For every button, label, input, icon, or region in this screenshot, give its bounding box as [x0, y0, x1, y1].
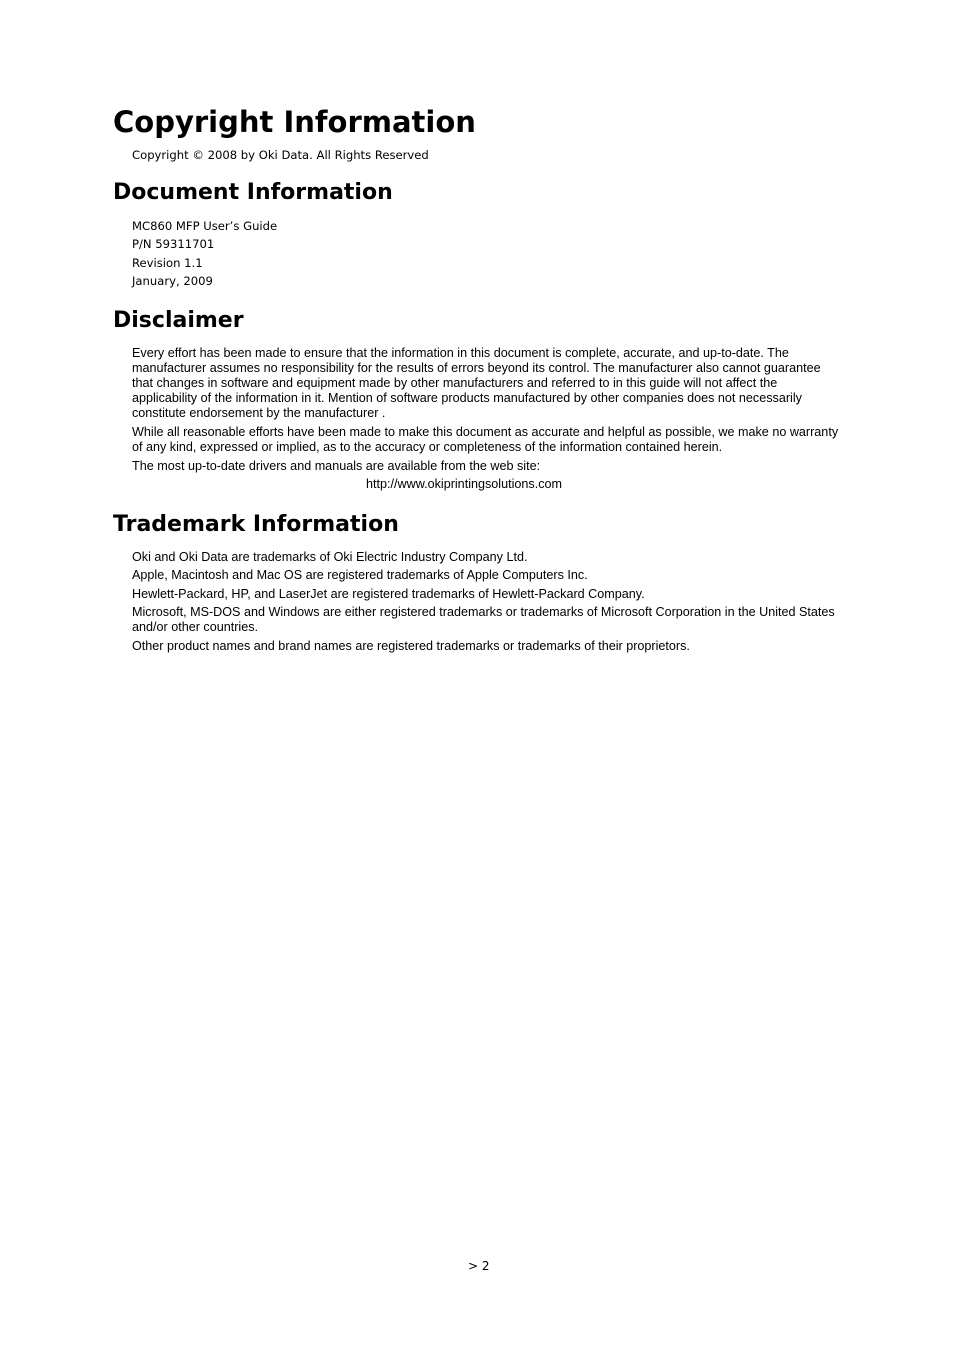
copyright-heading: Copyright Information	[113, 105, 476, 139]
trademark-paragraph: Apple, Macintosh and Mac OS are registered trademarks of Apple Computers Inc.	[132, 568, 588, 582]
trademark-paragraph: Other product names and brand names are registered trademarks or trademarks of their proprietors.	[132, 639, 690, 653]
date-line: January, 2009	[132, 274, 213, 288]
trademark-paragraph: Microsoft, MS-DOS and Windows are either registered trademarks or trademarks of Microsoft Corporation in the United States and/or other countries.	[132, 605, 835, 634]
trademark-heading: Trademark Information	[113, 512, 399, 537]
page-number: > 2	[468, 1259, 490, 1273]
part-number-line: P/N 59311701	[132, 237, 215, 251]
disclaimer-paragraph: The most up-to-date drivers and manuals are available from the web site:	[132, 459, 541, 473]
copyright-text: Copyright © 2008 by Oki Data. All Rights Reserved	[132, 148, 429, 162]
document-info-heading: Document Information	[113, 180, 393, 205]
trademark-paragraph: Oki and Oki Data are trademarks of Oki Electric Industry Company Ltd.	[132, 550, 528, 564]
disclaimer-paragraph: Every effort has been made to ensure that the information in this document is complete, accurate, and up-to-date. The manufacturer assumes no responsibility for the results of errors beyond its control. The manufacturer also cannot guarantee that changes in software and equipment made by other manufacturers and referred to in this guide will not affect the applicability of the information in it. Mention of software products manufactured by other companies does not necessarily constitute endorsement by the manufacturer .	[132, 346, 821, 420]
document-title-line: MC860 MFP User’s Guide	[132, 219, 278, 233]
trademark-paragraph: Hewlett-Packard, HP, and LaserJet are registered trademarks of Hewlett-Packard Company.	[132, 587, 645, 601]
disclaimer-paragraph: While all reasonable efforts have been made to make this document as accurate and helpful as possible, we make no warranty of any kind, expressed or implied, as to the accuracy or completeness of the information contained herein.	[132, 425, 839, 454]
disclaimer-heading: Disclaimer	[113, 308, 244, 333]
website-url: http://www.okiprintingsolutions.com	[366, 477, 562, 491]
revision-line: Revision 1.1	[132, 256, 203, 270]
